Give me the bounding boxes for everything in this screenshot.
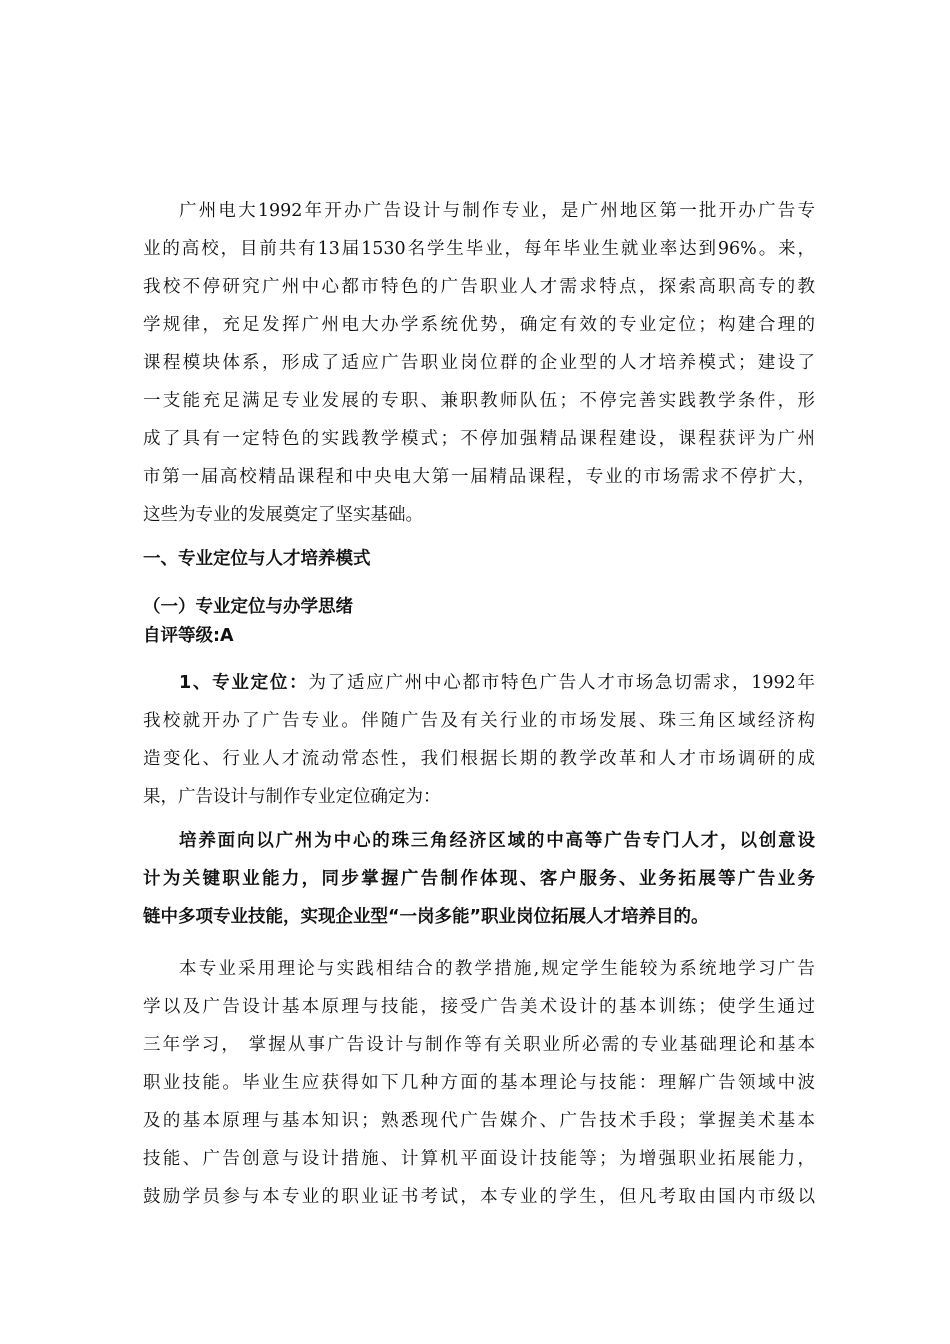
goal-paragraph	[143, 822, 815, 936]
self-rating: 自评等级:A	[143, 626, 234, 646]
method-paragraph	[143, 950, 815, 1216]
positioning-line: 造变化、行业人才流动常态性，我们根据长期的教学改革和人才市场调研的成	[143, 749, 815, 769]
intro-line: 成了具有一定特色的实践教学模式；不停加强精品课程建设，课程获评为广州	[143, 429, 815, 449]
subsection-heading: （一）专业定位与办学思绪	[143, 597, 353, 617]
goal-line: 计为关键职业能力，同步掌握广告制作体现、客户服务、业务拓展等广告业务	[143, 869, 815, 889]
method-line: 三年学习， 掌握从事广告设计与制作等有关职业所必需的专业基础理论和基本	[143, 1035, 815, 1055]
intro-line: 学规律，充足发挥广州电大办学系统优势，确定有效的专业定位；构建合理的	[143, 315, 815, 335]
method-line: 职业技能。毕业生应获得如下几种方面的基本理论与技能：理解广告领域中波	[143, 1073, 815, 1093]
intro-line: 课程模块体系，形成了适应广告职业岗位群的企业型的人才培养模式；建设了	[143, 353, 815, 373]
method-line: 本专业采用理论与实践相结合的教学措施,规定学生能较为系统地学习广告	[179, 959, 815, 979]
intro-line: 市第一届高校精品课程和中央电大第一届精品课程，专业的市场需求不停扩大，	[143, 467, 815, 487]
method-line: 鼓励学员参与本专业的职业证书考试，本专业的学生，但凡考取由国内市级以	[143, 1187, 815, 1207]
positioning-paragraph	[143, 664, 815, 816]
intro-line: 业的高校，目前共有13届1530名学生毕业，每年毕业生就业率达到96%。来，	[143, 239, 815, 259]
goal-line: 培养面向以广州为中心的珠三角经济区域的中高等广告专门人才，以创意设	[179, 831, 815, 851]
method-line: 技能、广告创意与设计措施、计算机平面设计技能等；为增强职业拓展能力，	[143, 1149, 815, 1169]
goal-line: 链中多项专业技能，实现企业型“一岗多能”职业岗位拓展人才培养目的。	[143, 907, 709, 927]
intro-line: 广州电大1992年开办广告设计与制作专业，是广州地区第一批开办广告专	[179, 201, 815, 221]
positioning-text: 为了适应广州中心都市特色广告人才市场急切需求，1992年	[308, 673, 815, 693]
intro-line: 我校不停研究广州中心都市特色的广告职业人才需求特点，探索高职高专的教	[143, 277, 815, 297]
positioning-lead: 1、专业定位：	[179, 673, 309, 693]
section-heading: 一、专业定位与人才培养模式	[143, 549, 371, 569]
positioning-line	[143, 664, 815, 702]
positioning-line: 我校就开办了广告专业。伴随广告及有关行业的市场发展、珠三角区域经济构	[143, 711, 815, 731]
positioning-line: 果，广告设计与制作专业定位确定为：	[143, 787, 441, 807]
intro-paragraph	[143, 192, 815, 534]
intro-line: 这些为专业的发展奠定了坚实基础。	[143, 505, 423, 525]
method-line: 及的基本原理与基本知识；熟悉现代广告媒介、广告技术手段；掌握美术基本	[143, 1111, 815, 1131]
method-line: 学以及广告设计基本原理与技能，接受广告美术设计的基本训练；使学生通过	[143, 997, 815, 1017]
intro-line: 一支能充足满足专业发展的专职、兼职教师队伍；不停完善实践教学条件，形	[143, 391, 815, 411]
